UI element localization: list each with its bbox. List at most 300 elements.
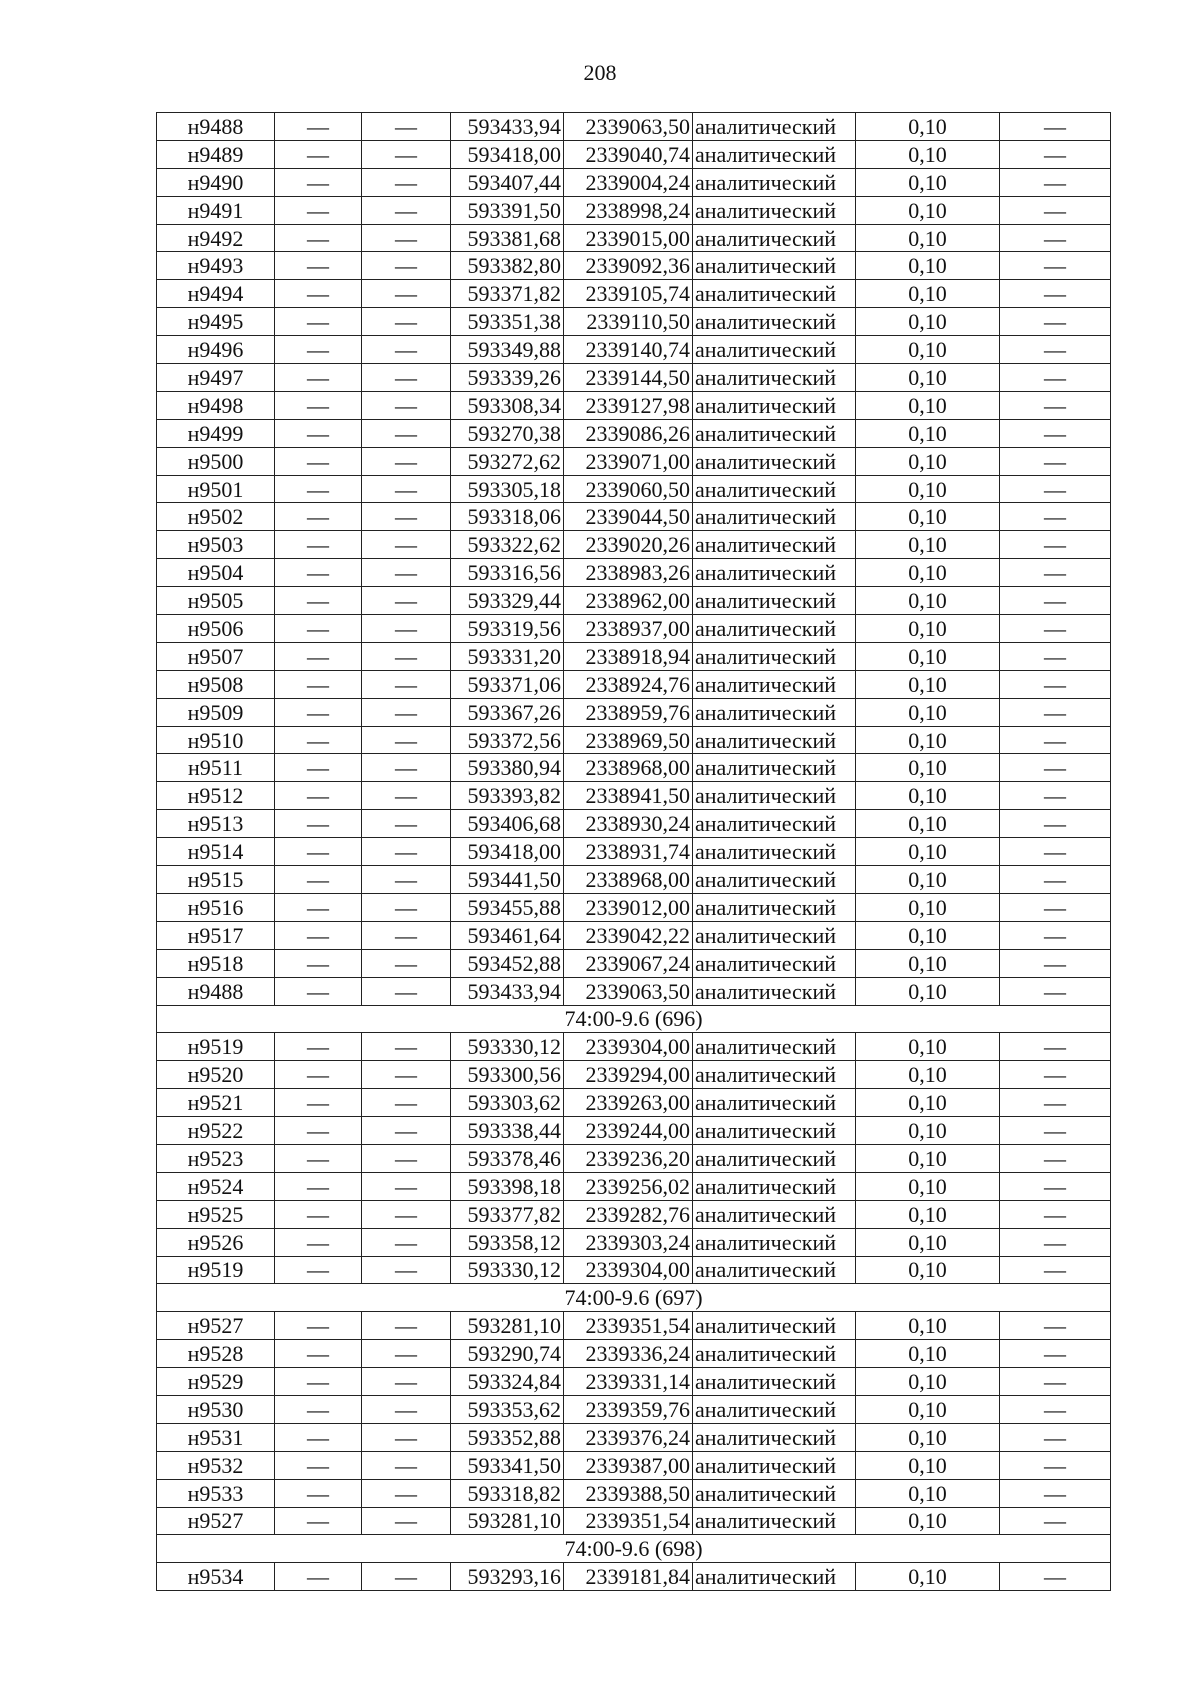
cell-old-x: — [275, 587, 362, 615]
cell-coord-x: 593406,68 [451, 810, 564, 838]
cell-description: — [1000, 196, 1111, 224]
cell-point-name: н9515 [157, 866, 275, 894]
section-header-row [157, 1005, 1111, 1033]
cell-coord-x: 593270,38 [451, 419, 564, 447]
cell-coord-x: 593331,20 [451, 642, 564, 670]
cell-point-name: н9488 [157, 977, 275, 1005]
table-row [157, 754, 1111, 782]
table-row [157, 364, 1111, 392]
table-row [157, 224, 1111, 252]
cell-coord-x: 593329,44 [451, 587, 564, 615]
cell-accuracy: 0,10 [856, 1061, 1000, 1089]
cell-accuracy: 0,10 [856, 1172, 1000, 1200]
cell-coord-x: 593380,94 [451, 754, 564, 782]
cell-coord-y: 2338998,24 [564, 196, 693, 224]
cell-method: аналитический [693, 1563, 856, 1591]
cell-coord-y: 2339042,22 [564, 921, 693, 949]
page-number: 208 [583, 60, 617, 85]
cell-method: аналитический [693, 280, 856, 308]
cell-method: аналитический [693, 893, 856, 921]
cell-old-x: — [275, 949, 362, 977]
cell-description: — [1000, 782, 1111, 810]
cell-point-name: н9489 [157, 140, 275, 168]
cell-point-name: н9500 [157, 447, 275, 475]
cell-point-name: н9512 [157, 782, 275, 810]
cell-description: — [1000, 1563, 1111, 1591]
cell-accuracy: 0,10 [856, 1312, 1000, 1340]
cell-old-x: — [275, 810, 362, 838]
cell-coord-y: 2339127,98 [564, 391, 693, 419]
cell-point-name: н9491 [157, 196, 275, 224]
cell-method: аналитический [693, 1507, 856, 1535]
cell-coord-y: 2339063,50 [564, 113, 693, 141]
cell-old-x: — [275, 391, 362, 419]
cell-description: — [1000, 921, 1111, 949]
cell-old-y: — [362, 1423, 451, 1451]
cell-old-y: — [362, 1089, 451, 1117]
cell-old-x: — [275, 252, 362, 280]
cell-coord-x: 593338,44 [451, 1117, 564, 1145]
cell-coord-y: 2339331,14 [564, 1368, 693, 1396]
cell-point-name: н9519 [157, 1256, 275, 1284]
cell-accuracy: 0,10 [856, 726, 1000, 754]
cell-point-name: н9533 [157, 1479, 275, 1507]
cell-old-y: — [362, 308, 451, 336]
table-row [157, 1200, 1111, 1228]
cell-method: аналитический [693, 1368, 856, 1396]
cell-old-y: — [362, 447, 451, 475]
cell-point-name: н9505 [157, 587, 275, 615]
cell-method: аналитический [693, 475, 856, 503]
cell-coord-x: 593391,50 [451, 196, 564, 224]
table-row [157, 1479, 1111, 1507]
cell-coord-x: 593324,84 [451, 1368, 564, 1396]
cell-accuracy: 0,10 [856, 1033, 1000, 1061]
cell-old-x: — [275, 531, 362, 559]
cell-coord-x: 593378,46 [451, 1144, 564, 1172]
cell-coord-x: 593371,82 [451, 280, 564, 308]
cell-point-name: н9532 [157, 1451, 275, 1479]
table-row [157, 419, 1111, 447]
cell-accuracy: 0,10 [856, 1368, 1000, 1396]
cell-description: — [1000, 1061, 1111, 1089]
cell-coord-x: 593433,94 [451, 113, 564, 141]
cell-method: аналитический [693, 810, 856, 838]
cell-coord-x: 593300,56 [451, 1061, 564, 1089]
cell-old-y: — [362, 1117, 451, 1145]
cell-point-name: н9519 [157, 1033, 275, 1061]
cell-coord-y: 2338968,00 [564, 866, 693, 894]
cell-description: — [1000, 698, 1111, 726]
section-header-row [157, 1535, 1111, 1563]
cell-old-y: — [362, 977, 451, 1005]
cell-method: аналитический [693, 1144, 856, 1172]
cell-old-x: — [275, 196, 362, 224]
cell-accuracy: 0,10 [856, 196, 1000, 224]
cell-method: аналитический [693, 252, 856, 280]
cell-accuracy: 0,10 [856, 1144, 1000, 1172]
table-row [157, 196, 1111, 224]
table-row [157, 1507, 1111, 1535]
cell-old-y: — [362, 224, 451, 252]
cell-point-name: н9531 [157, 1423, 275, 1451]
cell-coord-x: 593319,56 [451, 615, 564, 643]
cell-old-x: — [275, 1200, 362, 1228]
cell-old-x: — [275, 670, 362, 698]
cell-old-x: — [275, 336, 362, 364]
cell-description: — [1000, 559, 1111, 587]
cell-description: — [1000, 168, 1111, 196]
cell-old-y: — [362, 559, 451, 587]
cell-old-y: — [362, 503, 451, 531]
cell-coord-y: 2339086,26 [564, 419, 693, 447]
cell-coord-x: 593372,56 [451, 726, 564, 754]
cell-description: — [1000, 949, 1111, 977]
cell-method: аналитический [693, 642, 856, 670]
cell-coord-y: 2338931,74 [564, 838, 693, 866]
cell-old-y: — [362, 893, 451, 921]
table-row [157, 1172, 1111, 1200]
cell-coord-y: 2338968,00 [564, 754, 693, 782]
cell-accuracy: 0,10 [856, 1117, 1000, 1145]
cell-accuracy: 0,10 [856, 391, 1000, 419]
cell-point-name: н9528 [157, 1340, 275, 1368]
cell-method: аналитический [693, 782, 856, 810]
cell-accuracy: 0,10 [856, 949, 1000, 977]
cell-method: аналитический [693, 168, 856, 196]
cell-old-x: — [275, 866, 362, 894]
cell-method: аналитический [693, 1200, 856, 1228]
table-row [157, 866, 1111, 894]
cell-method: аналитический [693, 1033, 856, 1061]
cell-method: аналитический [693, 921, 856, 949]
table-row [157, 670, 1111, 698]
cell-description: — [1000, 308, 1111, 336]
cell-old-y: — [362, 475, 451, 503]
cell-coord-y: 2338937,00 [564, 615, 693, 643]
cell-old-x: — [275, 754, 362, 782]
cell-description: — [1000, 754, 1111, 782]
cell-description: — [1000, 587, 1111, 615]
cell-accuracy: 0,10 [856, 447, 1000, 475]
table-row [157, 949, 1111, 977]
cell-accuracy: 0,10 [856, 1451, 1000, 1479]
cell-coord-y: 2339303,24 [564, 1228, 693, 1256]
cell-coord-x: 593322,62 [451, 531, 564, 559]
cell-old-y: — [362, 838, 451, 866]
cell-method: аналитический [693, 113, 856, 141]
cell-old-y: — [362, 921, 451, 949]
cell-old-x: — [275, 1563, 362, 1591]
cell-coord-y: 2338969,50 [564, 726, 693, 754]
cell-old-y: — [362, 1451, 451, 1479]
cell-description: — [1000, 447, 1111, 475]
table-row [157, 642, 1111, 670]
cell-old-y: — [362, 726, 451, 754]
cell-description: — [1000, 1200, 1111, 1228]
cell-description: — [1000, 1451, 1111, 1479]
cell-point-name: н9498 [157, 391, 275, 419]
cell-coord-y: 2339387,00 [564, 1451, 693, 1479]
cell-old-y: — [362, 1479, 451, 1507]
cell-accuracy: 0,10 [856, 893, 1000, 921]
cell-old-x: — [275, 698, 362, 726]
cell-coord-y: 2339304,00 [564, 1033, 693, 1061]
cell-accuracy: 0,10 [856, 1507, 1000, 1535]
cell-description: — [1000, 838, 1111, 866]
cell-point-name: н9492 [157, 224, 275, 252]
cell-method: аналитический [693, 224, 856, 252]
cell-old-y: — [362, 642, 451, 670]
cell-coord-x: 593418,00 [451, 140, 564, 168]
cell-method: аналитический [693, 419, 856, 447]
cell-old-y: — [362, 587, 451, 615]
cell-description: — [1000, 419, 1111, 447]
cell-old-x: — [275, 1256, 362, 1284]
cell-description: — [1000, 1340, 1111, 1368]
cell-description: — [1000, 1312, 1111, 1340]
cell-old-y: — [362, 531, 451, 559]
cell-old-x: — [275, 642, 362, 670]
cell-coord-y: 2339263,00 [564, 1089, 693, 1117]
cell-method: аналитический [693, 1256, 856, 1284]
cell-coord-y: 2338930,24 [564, 810, 693, 838]
cell-old-x: — [275, 503, 362, 531]
cell-method: аналитический [693, 1423, 856, 1451]
table-row [157, 113, 1111, 141]
cell-old-x: — [275, 838, 362, 866]
cell-old-x: — [275, 1423, 362, 1451]
cell-point-name: н9504 [157, 559, 275, 587]
cell-description: — [1000, 670, 1111, 698]
cell-old-x: — [275, 308, 362, 336]
cell-coord-x: 593358,12 [451, 1228, 564, 1256]
cell-old-y: — [362, 866, 451, 894]
cell-point-name: н9490 [157, 168, 275, 196]
cell-method: аналитический [693, 1061, 856, 1089]
cell-accuracy: 0,10 [856, 1228, 1000, 1256]
cell-coord-y: 2339351,54 [564, 1312, 693, 1340]
cell-old-y: — [362, 1200, 451, 1228]
cell-coord-x: 593341,50 [451, 1451, 564, 1479]
cell-accuracy: 0,10 [856, 503, 1000, 531]
cell-description: — [1000, 1117, 1111, 1145]
table-row [157, 391, 1111, 419]
cell-old-y: — [362, 168, 451, 196]
cell-method: аналитический [693, 140, 856, 168]
table-row [157, 1089, 1111, 1117]
cell-accuracy: 0,10 [856, 252, 1000, 280]
cell-point-name: н9521 [157, 1089, 275, 1117]
cell-point-name: н9503 [157, 531, 275, 559]
cell-accuracy: 0,10 [856, 810, 1000, 838]
cell-method: аналитический [693, 308, 856, 336]
cell-method: аналитический [693, 503, 856, 531]
cell-coord-x: 593353,62 [451, 1395, 564, 1423]
cell-old-y: — [362, 1256, 451, 1284]
cell-point-name: н9534 [157, 1563, 275, 1591]
cell-old-y: — [362, 698, 451, 726]
table-row [157, 1312, 1111, 1340]
section-title: 74:00-9.6 (696) [157, 1005, 1111, 1033]
cell-accuracy: 0,10 [856, 475, 1000, 503]
cell-old-y: — [362, 252, 451, 280]
cell-description: — [1000, 336, 1111, 364]
cell-old-x: — [275, 782, 362, 810]
cell-description: — [1000, 224, 1111, 252]
table-row [157, 921, 1111, 949]
cell-coord-y: 2339012,00 [564, 893, 693, 921]
cell-coord-x: 593418,00 [451, 838, 564, 866]
cell-accuracy: 0,10 [856, 1200, 1000, 1228]
cell-coord-x: 593293,16 [451, 1563, 564, 1591]
cell-point-name: н9499 [157, 419, 275, 447]
cell-accuracy: 0,10 [856, 866, 1000, 894]
cell-method: аналитический [693, 1089, 856, 1117]
cell-old-y: — [362, 419, 451, 447]
cell-coord-y: 2339359,76 [564, 1395, 693, 1423]
cell-coord-x: 593351,38 [451, 308, 564, 336]
cell-old-x: — [275, 1089, 362, 1117]
cell-accuracy: 0,10 [856, 615, 1000, 643]
table-row [157, 587, 1111, 615]
cell-description: — [1000, 1507, 1111, 1535]
table-row [157, 893, 1111, 921]
table-row [157, 531, 1111, 559]
cell-coord-y: 2339092,36 [564, 252, 693, 280]
cell-description: — [1000, 642, 1111, 670]
cell-point-name: н9508 [157, 670, 275, 698]
cell-accuracy: 0,10 [856, 531, 1000, 559]
cell-coord-x: 593318,06 [451, 503, 564, 531]
cell-method: аналитический [693, 726, 856, 754]
cell-point-name: н9514 [157, 838, 275, 866]
cell-method: аналитический [693, 1228, 856, 1256]
cell-method: аналитический [693, 336, 856, 364]
cell-old-y: — [362, 782, 451, 810]
section-title: 74:00-9.6 (697) [157, 1284, 1111, 1312]
cell-old-y: — [362, 1340, 451, 1368]
cell-point-name: н9529 [157, 1368, 275, 1396]
section-title: 74:00-9.6 (698) [157, 1535, 1111, 1563]
cell-old-x: — [275, 1451, 362, 1479]
cell-method: аналитический [693, 364, 856, 392]
cell-coord-x: 593339,26 [451, 364, 564, 392]
cell-coord-y: 2339020,26 [564, 531, 693, 559]
table-row [157, 726, 1111, 754]
cell-method: аналитический [693, 838, 856, 866]
cell-coord-y: 2339015,00 [564, 224, 693, 252]
cell-method: аналитический [693, 670, 856, 698]
cell-accuracy: 0,10 [856, 419, 1000, 447]
cell-description: — [1000, 391, 1111, 419]
cell-description: — [1000, 531, 1111, 559]
cell-old-y: — [362, 1395, 451, 1423]
cell-description: — [1000, 252, 1111, 280]
cell-point-name: н9524 [157, 1172, 275, 1200]
cell-coord-y: 2339063,50 [564, 977, 693, 1005]
cell-coord-x: 593377,82 [451, 1200, 564, 1228]
cell-coord-y: 2339040,74 [564, 140, 693, 168]
cell-point-name: н9527 [157, 1507, 275, 1535]
table-row [157, 977, 1111, 1005]
cell-method: аналитический [693, 977, 856, 1005]
cell-description: — [1000, 977, 1111, 1005]
cell-old-x: — [275, 224, 362, 252]
cell-coord-y: 2339376,24 [564, 1423, 693, 1451]
cell-point-name: н9516 [157, 893, 275, 921]
cell-description: — [1000, 503, 1111, 531]
cell-accuracy: 0,10 [856, 1479, 1000, 1507]
cell-method: аналитический [693, 754, 856, 782]
cell-point-name: н9493 [157, 252, 275, 280]
cell-point-name: н9526 [157, 1228, 275, 1256]
cell-description: — [1000, 810, 1111, 838]
cell-coord-x: 593367,26 [451, 698, 564, 726]
cell-accuracy: 0,10 [856, 1340, 1000, 1368]
cell-method: аналитический [693, 1479, 856, 1507]
table-row [157, 308, 1111, 336]
cell-old-y: — [362, 391, 451, 419]
cell-old-x: — [275, 364, 362, 392]
cell-method: аналитический [693, 1312, 856, 1340]
cell-description: — [1000, 1033, 1111, 1061]
cell-accuracy: 0,10 [856, 977, 1000, 1005]
cell-accuracy: 0,10 [856, 336, 1000, 364]
cell-accuracy: 0,10 [856, 224, 1000, 252]
cell-method: аналитический [693, 698, 856, 726]
cell-point-name: н9517 [157, 921, 275, 949]
cell-coord-y: 2338941,50 [564, 782, 693, 810]
cell-point-name: н9494 [157, 280, 275, 308]
cell-coord-x: 593352,88 [451, 1423, 564, 1451]
cell-accuracy: 0,10 [856, 921, 1000, 949]
cell-coord-y: 2339282,76 [564, 1200, 693, 1228]
cell-description: — [1000, 866, 1111, 894]
cell-old-x: — [275, 1117, 362, 1145]
coordinates-table [156, 112, 1111, 1591]
table-row [157, 1061, 1111, 1089]
cell-old-x: — [275, 921, 362, 949]
table-body [157, 113, 1111, 1591]
table-row [157, 698, 1111, 726]
cell-description: — [1000, 1423, 1111, 1451]
cell-point-name: н9496 [157, 336, 275, 364]
section-header-row [157, 1284, 1111, 1312]
cell-old-x: — [275, 1228, 362, 1256]
cell-point-name: н9530 [157, 1395, 275, 1423]
cell-old-x: — [275, 447, 362, 475]
cell-old-x: — [275, 113, 362, 141]
cell-old-x: — [275, 1395, 362, 1423]
cell-point-name: н9510 [157, 726, 275, 754]
table-row [157, 168, 1111, 196]
cell-old-y: — [362, 1144, 451, 1172]
cell-coord-y: 2338959,76 [564, 698, 693, 726]
cell-accuracy: 0,10 [856, 1395, 1000, 1423]
table-row [157, 1144, 1111, 1172]
cell-accuracy: 0,10 [856, 168, 1000, 196]
cell-coord-x: 593393,82 [451, 782, 564, 810]
cell-old-x: — [275, 140, 362, 168]
cell-old-y: — [362, 949, 451, 977]
cell-old-x: — [275, 1144, 362, 1172]
cell-description: — [1000, 893, 1111, 921]
cell-description: — [1000, 364, 1111, 392]
cell-coord-y: 2339388,50 [564, 1479, 693, 1507]
cell-point-name: н9518 [157, 949, 275, 977]
cell-old-x: — [275, 1061, 362, 1089]
